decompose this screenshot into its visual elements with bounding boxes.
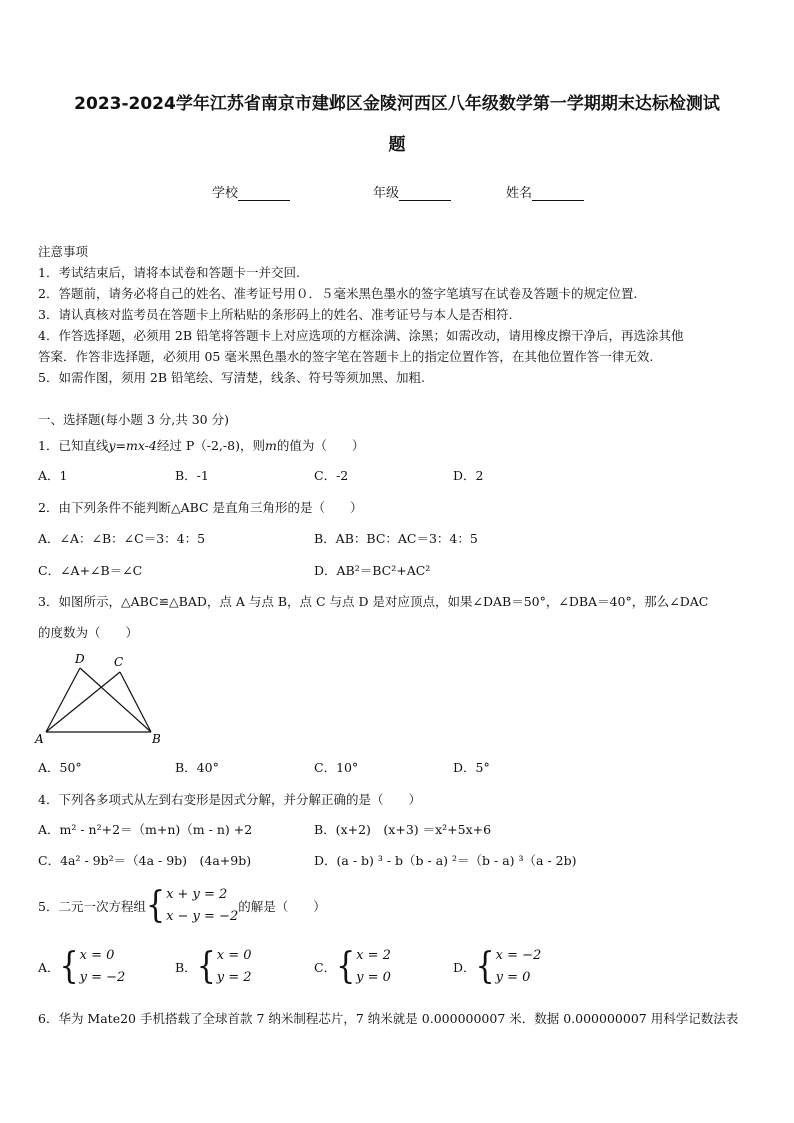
grade-field: 年级 [373,182,451,201]
q2-option-b: B．AB：BC：AC＝3：4：5 [314,531,478,546]
q2-option-c: C．∠A+∠B＝∠C [38,563,143,578]
note-item: 答案．作答非选择题，必须用 05 毫米黑色墨水的签字笔在答题卡上的指定位置作答，在其他位置作答一律无效. [38,349,654,364]
q5-option-a: A． { x = 0 y = −2 [38,945,126,988]
note-item: 3．请认真核对监考员在答题卡上所粘贴的条形码上的姓名、准考证号与本人是否相符. [38,307,513,322]
q3-option-d: D．5° [453,760,490,775]
segment-db [80,668,151,732]
note-item: 5．如需作图，须用 2B 铅笔绘、写清楚，线条、符号等须加黑、加粗. [38,370,426,385]
segment-ad [46,668,80,732]
q1-option-d: D．2 [453,468,484,483]
q4-option-b: B．(x+2) (x+3) ＝x²+5x+6 [314,822,492,837]
label-d: D [75,652,85,666]
note-item: 4．作答选择题，必须用 2B 铅笔将答题卡上对应选项的方框涂满、涂黑；如需改动，请用橡皮擦干净后，再选涂其他 [38,328,684,343]
q5-option-c: C． { x = 2 y = 0 [314,945,391,988]
name-field: 姓名 [506,182,584,201]
q4-option-c: C．4a² - 9b²＝（4a - 9b) (4a+9b) [38,853,252,868]
question-6: 6．华为 Mate20 手机搭载了全球首款 7 纳米制程芯片，7 纳米就是 0.000000007 米．数据 0.000000007 用科学记数法表 [38,1011,739,1026]
q3-option-c: C．10° [314,760,359,775]
question-1: 1．已知直线y=mx-4经过 P（-2,-8)，则m的值为（ ） [38,438,365,453]
q5-option-b: B． { x = 0 y = 2 [175,945,252,988]
q3-option-b: B．40° [175,760,219,775]
q5-option-d: D． { x = −2 y = 0 [453,945,542,988]
question-2: 2．由下列条件不能判断△ABC 是直角三角形的是（ ） [38,500,363,515]
q1-option-c: C．-2 [314,468,349,483]
label-c: C [114,655,124,669]
school-field: 学校 [212,182,290,201]
page-title-cont: 题 [388,135,406,155]
section-heading: 一、选择题(每小题 3 分,共 30 分) [38,412,229,427]
note-item: 1．考试结束后，请将本试卷和答题卡一并交回. [38,265,300,280]
label-a: A [35,732,44,746]
note-item: 2．答题前，请务必将自己的姓名、准考证号用０．５毫米黑色墨水的签字笔填写在试卷及答题卡的规定位置. [38,286,638,301]
q1-option-a: A．1 [38,468,68,483]
q4-option-d: D．(a - b) ³ - b（b - a) ²＝（b - a) ³（a - 2b) [314,853,577,868]
q2-option-a: A．∠A：∠B：∠C＝3：4：5 [38,531,206,546]
question-3-cont: 的度数为（ ） [38,625,139,640]
triangle-figure [30,648,170,748]
segment-ac [46,672,120,732]
segment-cb [120,672,151,732]
q1-option-b: B．-1 [175,468,209,483]
q2-option-d: D．AB²＝BC²+AC² [314,563,431,578]
notes-heading: 注意事项 [38,244,89,259]
label-b: B [152,732,161,746]
question-5: 5．二元一次方程组 { x + y = 2 x − y = −2 的解是（ ） [38,884,326,927]
question-3: 3．如图所示，△ABC≌△BAD，点 A 与点 B，点 C 与点 D 是对应顶点，如果∠DAB＝50°，∠DBA＝40°，那么∠DAC [38,594,709,609]
page-title: 2023-2024学年江苏省南京市建邺区金陵河西区八年级数学第一学期期末达标检测试 [74,94,720,114]
q3-option-a: A．50° [38,760,82,775]
question-4: 4．下列各多项式从左到右变形是因式分解，并分解正确的是（ ） [38,792,421,807]
q4-option-a: A．m² - n²+2＝（m+n)（m - n) +2 [38,822,253,837]
